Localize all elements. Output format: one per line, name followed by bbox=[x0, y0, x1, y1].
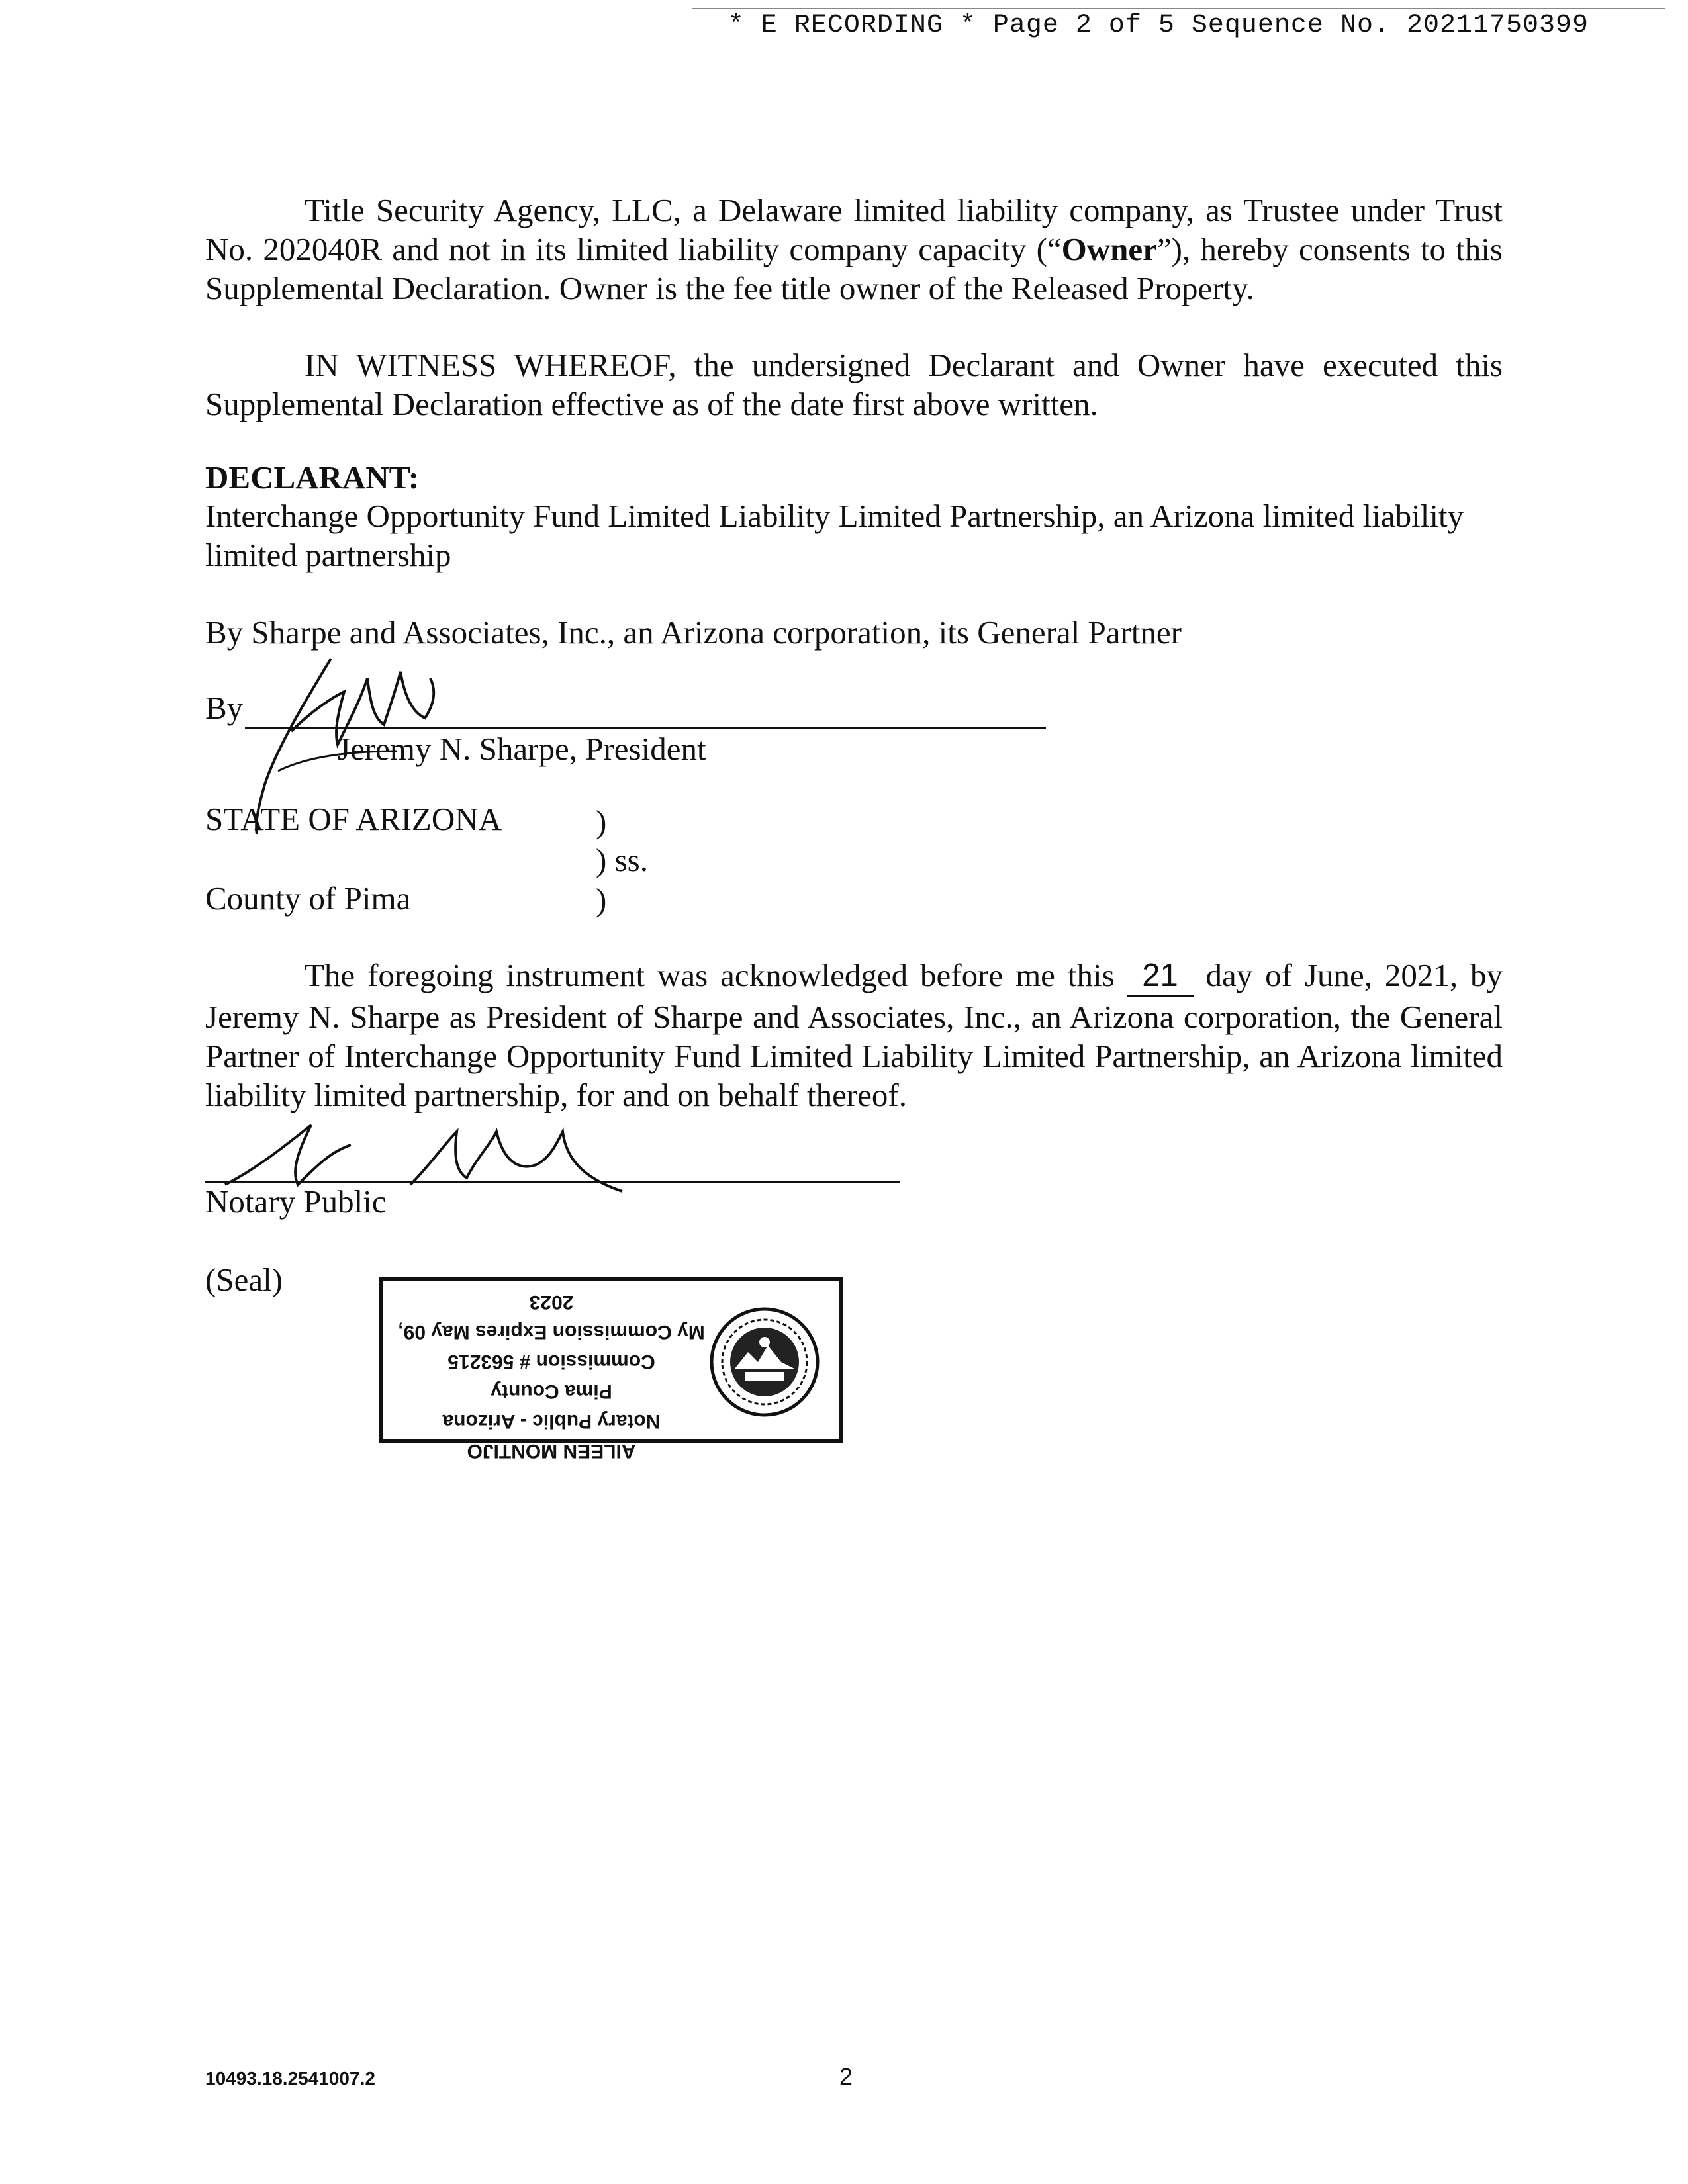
stamp-line-expires: My Commission Expires May 09, 2023 bbox=[398, 1291, 705, 1343]
stamp-line-county: Pima County bbox=[491, 1381, 612, 1402]
venue-state: STATE OF ARIZONA bbox=[205, 801, 502, 837]
header-rule bbox=[692, 8, 1665, 9]
recording-header: * E RECORDING * Page 2 of 5 Sequence No. 20211750399 bbox=[727, 11, 1589, 40]
general-partner-line: By Sharpe and Associates, Inc., an Arizona corporation, its General Partner bbox=[205, 614, 1182, 651]
acknowledgment-paragraph bbox=[205, 956, 1503, 1115]
witness-paragraph: IN WITNESS WHEREOF, the undersigned Declarant and Owner have executed this Supplemental Declaration effective as of the date first above written. bbox=[205, 347, 1503, 422]
stamp-line-commission: Commission # 563215 bbox=[447, 1351, 655, 1373]
declarant-heading: DECLARANT: bbox=[205, 459, 420, 496]
page-number: 2 bbox=[839, 2063, 853, 2090]
ack-day-handwritten: 21 bbox=[1127, 956, 1194, 997]
stamp-line-title: Notary Public - Arizona bbox=[442, 1410, 661, 1432]
notary-stamp bbox=[379, 1277, 843, 1462]
seal-label: (Seal) bbox=[205, 1261, 283, 1298]
consent-text-start: Title Security Agency, LLC, a Delaware limited liability company, as Trustee under Trust No. 202040R and not in its limited liability company capacity (“ bbox=[205, 192, 1503, 267]
venue-county: County of Pima bbox=[205, 880, 411, 917]
document-id: 10493.18.2541007.2 bbox=[205, 2068, 375, 2089]
venue-ss: ) ss. bbox=[596, 842, 648, 878]
state-seal-icon bbox=[708, 1306, 821, 1418]
declarant-entity: Interchange Opportunity Fund Limited Liability Limited Partnership, an Arizona limited liability limited partnership bbox=[205, 498, 1464, 573]
notary-public-label: Notary Public bbox=[205, 1183, 387, 1220]
owner-defined-term: Owner bbox=[1061, 231, 1157, 267]
venue-paren-3: ) bbox=[596, 882, 607, 918]
ack-text-end: day of June, 2021, by Jeremy N. Sharpe as President of Sharpe and Associates, Inc., an Arizona corporation, the General Partner of Interchange Opportunity Fund Limited Liability Limited Partnership, an Arizona limited liability limited partnership, for and on behalf thereof. bbox=[205, 957, 1503, 1113]
venue-paren-1: ) bbox=[596, 803, 607, 840]
stamp-line-name: AILEEN MONTIJO bbox=[467, 1440, 636, 1462]
signer-name-title: Jeremy N. Sharpe, President bbox=[338, 731, 706, 767]
notary-stamp-text bbox=[396, 1287, 707, 1466]
owner-consent-paragraph bbox=[205, 191, 1503, 308]
sign-by-label: By bbox=[205, 690, 244, 726]
ack-text-start: The foregoing instrument was acknowledged before me this bbox=[305, 957, 1115, 993]
consent-text-end: ”), hereby consents to this Supplemental Declaration. Owner is the fee title owner of the Released Property. bbox=[205, 231, 1503, 306]
